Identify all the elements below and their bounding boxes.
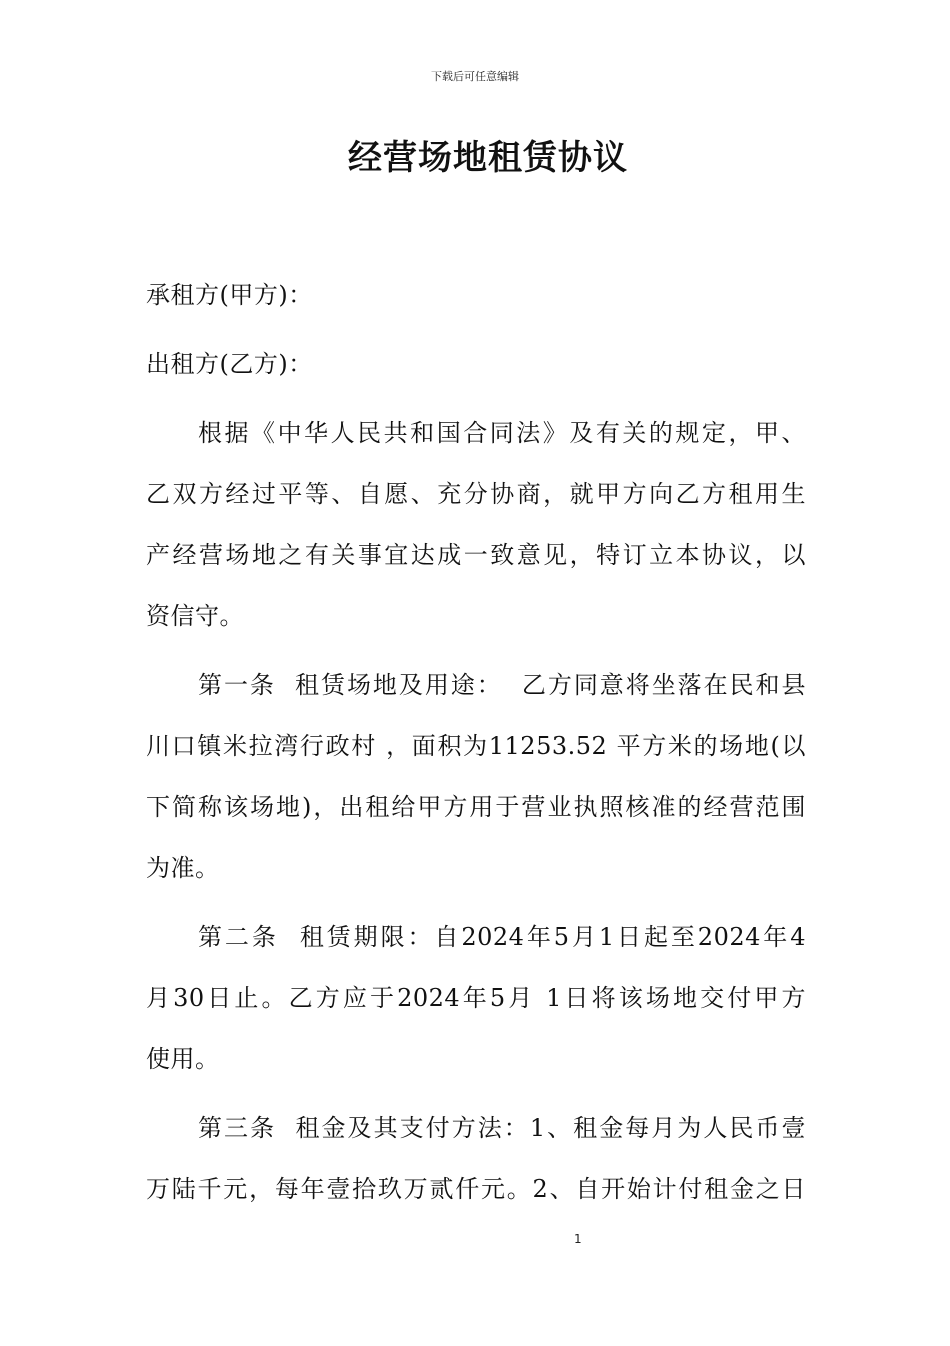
text-line: 第三条 租金及其支付方法：1、租金每月为人民币壹 — [198, 1114, 806, 1142]
text-line: 出租方(乙方)： — [146, 350, 313, 378]
text-line: 为准。 — [146, 854, 220, 882]
article-three-paragraph — [146, 1098, 806, 1220]
text-line: 产经营场地之有关事宜达成一致意见，特订立本协议，以 — [146, 541, 806, 569]
header-note: 下载后可任意编辑 — [431, 70, 519, 83]
document-body — [146, 265, 806, 1228]
text-line: 月30日止。乙方应于2024年5月 1日将该场地交付甲方 — [146, 984, 806, 1012]
text-line: 使用。 — [146, 1045, 220, 1073]
intro-paragraph — [146, 403, 806, 647]
text-line: 乙双方经过平等、自愿、充分协商，就甲方向乙方租用生 — [146, 480, 806, 508]
text-line: 第一条 租赁场地及用途： 乙方同意将坐落在民和县 — [198, 671, 806, 699]
text-line: 下简称该场地)，出租给甲方用于营业执照核准的经营范围 — [146, 793, 806, 821]
article-one-paragraph — [146, 655, 806, 899]
text-line: 万陆千元，每年壹拾玖万贰仟元。2、自开始计付租金之日 — [146, 1175, 806, 1203]
article-two-paragraph — [146, 907, 806, 1090]
text-line: 川口镇米拉湾行政村 ，面积为11253.52 平方米的场地(以 — [146, 732, 806, 760]
text-line: 根据《中华人民共和国合同法》及有关的规定，甲、 — [198, 419, 806, 447]
text-line: 资信守。 — [146, 602, 244, 630]
document-title: 经营场地租赁协议 — [348, 138, 628, 178]
page-number: 1 — [574, 1232, 582, 1246]
party-a-line — [146, 265, 806, 326]
text-line: 承租方(甲方)： — [146, 281, 313, 309]
party-b-line — [146, 334, 806, 395]
text-line: 第二条 租赁期限：自2024年5月1日起至2024年4 — [198, 923, 806, 951]
